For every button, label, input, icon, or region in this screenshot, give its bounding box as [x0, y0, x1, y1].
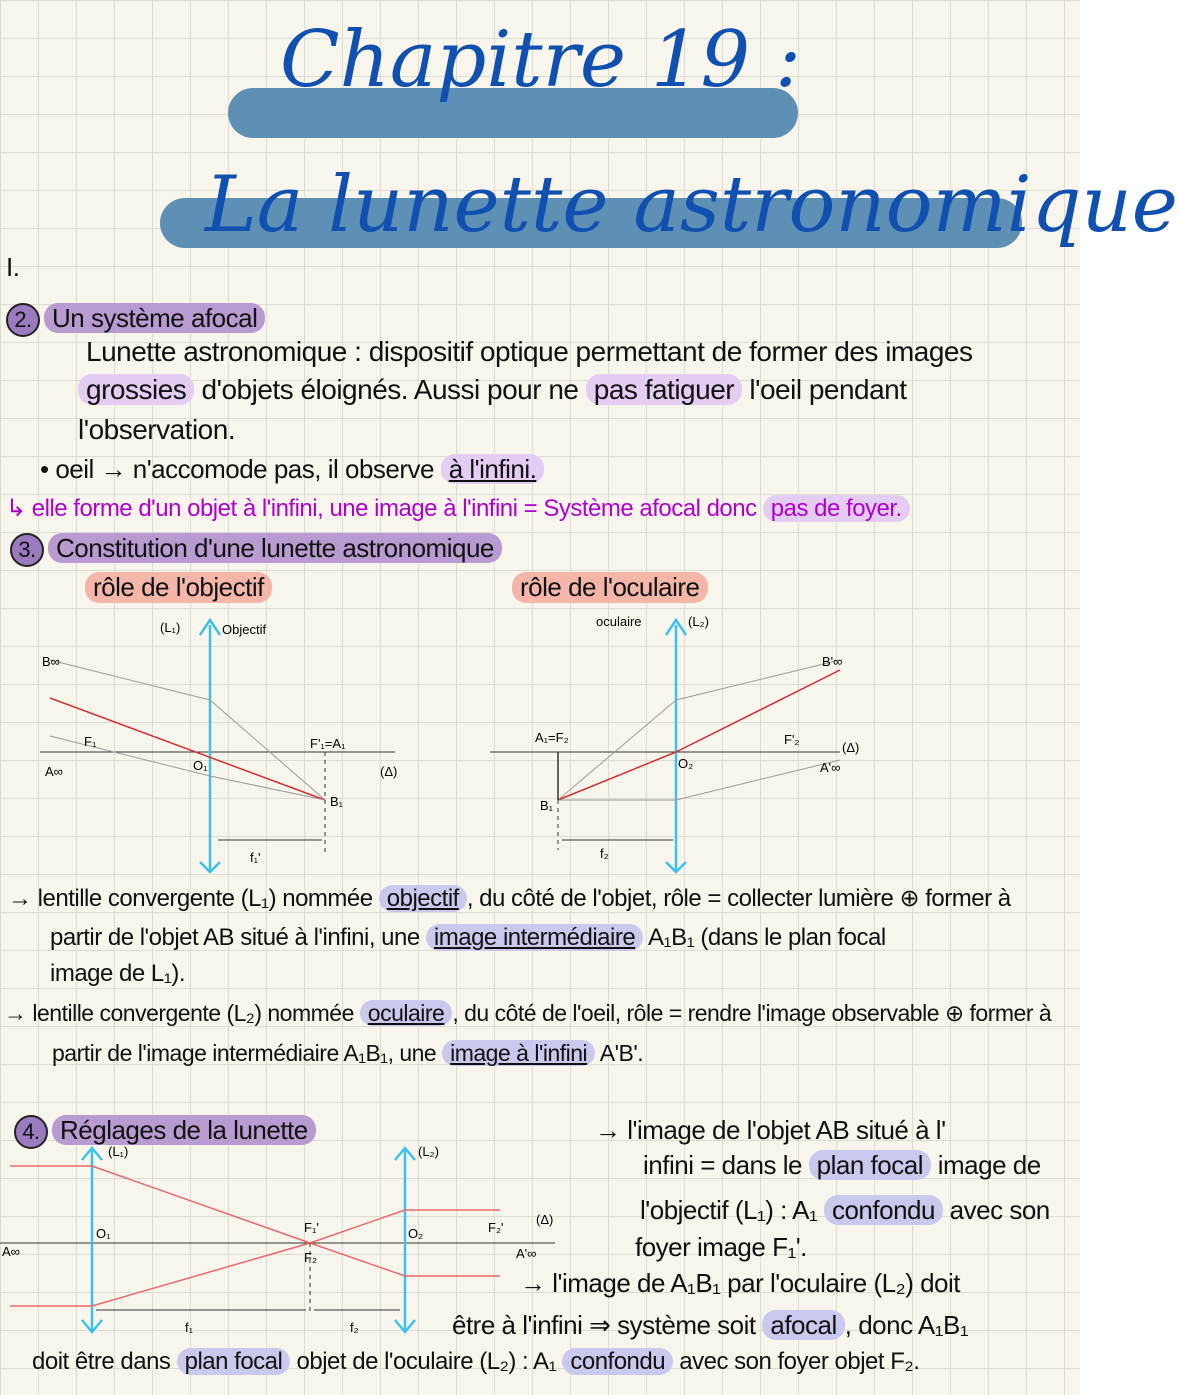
- svg-text:B₁: B₁: [330, 794, 344, 809]
- chapter-subtitle: La lunette astronomique: [205, 160, 1178, 250]
- svg-text:(L₂): (L₂): [688, 614, 709, 629]
- svg-text:O₂: O₂: [408, 1226, 424, 1241]
- svg-text:(Δ): (Δ): [842, 740, 860, 755]
- section-heading: Réglages de la lunette: [52, 1115, 316, 1145]
- svg-text:A'∞: A'∞: [516, 1246, 537, 1261]
- text-line: partir de l'objet AB situé à l'infini, une image intermédiaire A₁B₁ (dans le plan focal: [50, 924, 886, 951]
- svg-text:f₁: f₁: [185, 1320, 193, 1335]
- text-line: l'observation.: [78, 414, 236, 445]
- text-line: l'objectif (L₁) : A₁ confondu avec son: [640, 1195, 1050, 1225]
- bullet-line: • oeil → n'accomode pas, il observe à l'infini.: [40, 454, 544, 485]
- svg-text:B∞: B∞: [42, 654, 60, 669]
- svg-text:f₁': f₁': [250, 850, 261, 865]
- svg-text:F₂: F₂: [304, 1250, 317, 1265]
- section-roman: I.: [6, 252, 20, 282]
- section-heading: Un système afocal: [44, 303, 265, 333]
- svg-text:f₂: f₂: [350, 1320, 359, 1335]
- text-line: → lentille convergente (L₁) nommée objectif , du côté de l'objet, rôle = collecter lumière ⊕ former à: [8, 885, 1011, 912]
- text-line: doit être dans plan focal objet de l'oculaire (L₂) : A₁ confondu avec son foyer objet F₂.: [32, 1348, 920, 1375]
- svg-text:B'∞: B'∞: [822, 654, 843, 669]
- svg-text:Objectif: Objectif: [222, 622, 267, 637]
- svg-text:F₂': F₂': [488, 1220, 504, 1235]
- svg-text:f₂: f₂: [600, 846, 609, 861]
- svg-text:O₁: O₁: [96, 1226, 111, 1241]
- section-number: 2.: [6, 303, 40, 337]
- objective-ray-diagram: [0, 600, 540, 880]
- svg-text:F'₂: F'₂: [784, 732, 800, 747]
- svg-text:B₁: B₁: [540, 798, 554, 813]
- svg-text:(Δ): (Δ): [380, 764, 398, 779]
- text-line: partir de l'image intermédiaire A₁B₁, une image à l'infini A'B'.: [52, 1040, 644, 1066]
- svg-text:(L₂): (L₂): [418, 1144, 439, 1159]
- text-line: → l'image de l'objet AB situé à l': [595, 1115, 946, 1145]
- role-objectif-label: rôle de l'objectif: [85, 572, 272, 603]
- section-heading: Constitution d'une lunette astronomique: [48, 533, 502, 563]
- svg-text:A∞: A∞: [2, 1244, 20, 1259]
- svg-text:A'∞: A'∞: [820, 760, 841, 775]
- text-line: → lentille convergente (L₂) nommée oculaire , du côté de l'oeil, rôle = rendre l'image observable ⊕ former à: [4, 1000, 1052, 1026]
- chapter-title: Chapitre 19 :: [280, 15, 802, 105]
- svg-text:(L₁): (L₁): [160, 620, 181, 635]
- svg-text:O₁: O₁: [193, 758, 208, 773]
- text-line: être à l'infini ⇒ système soit afocal , donc A₁B₁: [452, 1310, 969, 1340]
- svg-text:O₂: O₂: [678, 756, 694, 771]
- role-oculaire-label: rôle de l'oculaire: [512, 572, 708, 603]
- text-line: → l'image de A₁B₁ par l'oculaire (L₂) doit: [520, 1268, 960, 1298]
- section-number: 3.: [10, 533, 44, 567]
- svg-text:F'₁=A₁: F'₁=A₁: [310, 736, 346, 751]
- text-line: infini = dans le plan focal image de: [643, 1150, 1041, 1180]
- svg-text:F₁: F₁: [84, 734, 97, 749]
- svg-text:(L₁): (L₁): [108, 1144, 129, 1159]
- eyepiece-ray-diagram: [480, 600, 880, 880]
- text-line: grossies d'objets éloignés. Aussi pour ne pas fatiguer l'oeil pendant: [78, 374, 907, 406]
- text-line: image de L₁).: [50, 960, 186, 987]
- svg-text:A∞: A∞: [45, 764, 63, 779]
- svg-text:(Δ): (Δ): [536, 1212, 554, 1227]
- conclusion-line: ↳ elle forme d'un objet à l'infini, une image à l'infini = Système afocal donc pas de foyer.: [6, 494, 910, 523]
- svg-text:oculaire: oculaire: [596, 614, 642, 629]
- text-line: Lunette astronomique : dispositif optique permettant de former des images: [86, 336, 973, 367]
- section-number: 4.: [14, 1115, 48, 1149]
- text-line: foyer image F₁'.: [635, 1232, 807, 1262]
- svg-text:A₁=F₂: A₁=F₂: [535, 730, 569, 745]
- svg-text:F₁': F₁': [304, 1220, 319, 1235]
